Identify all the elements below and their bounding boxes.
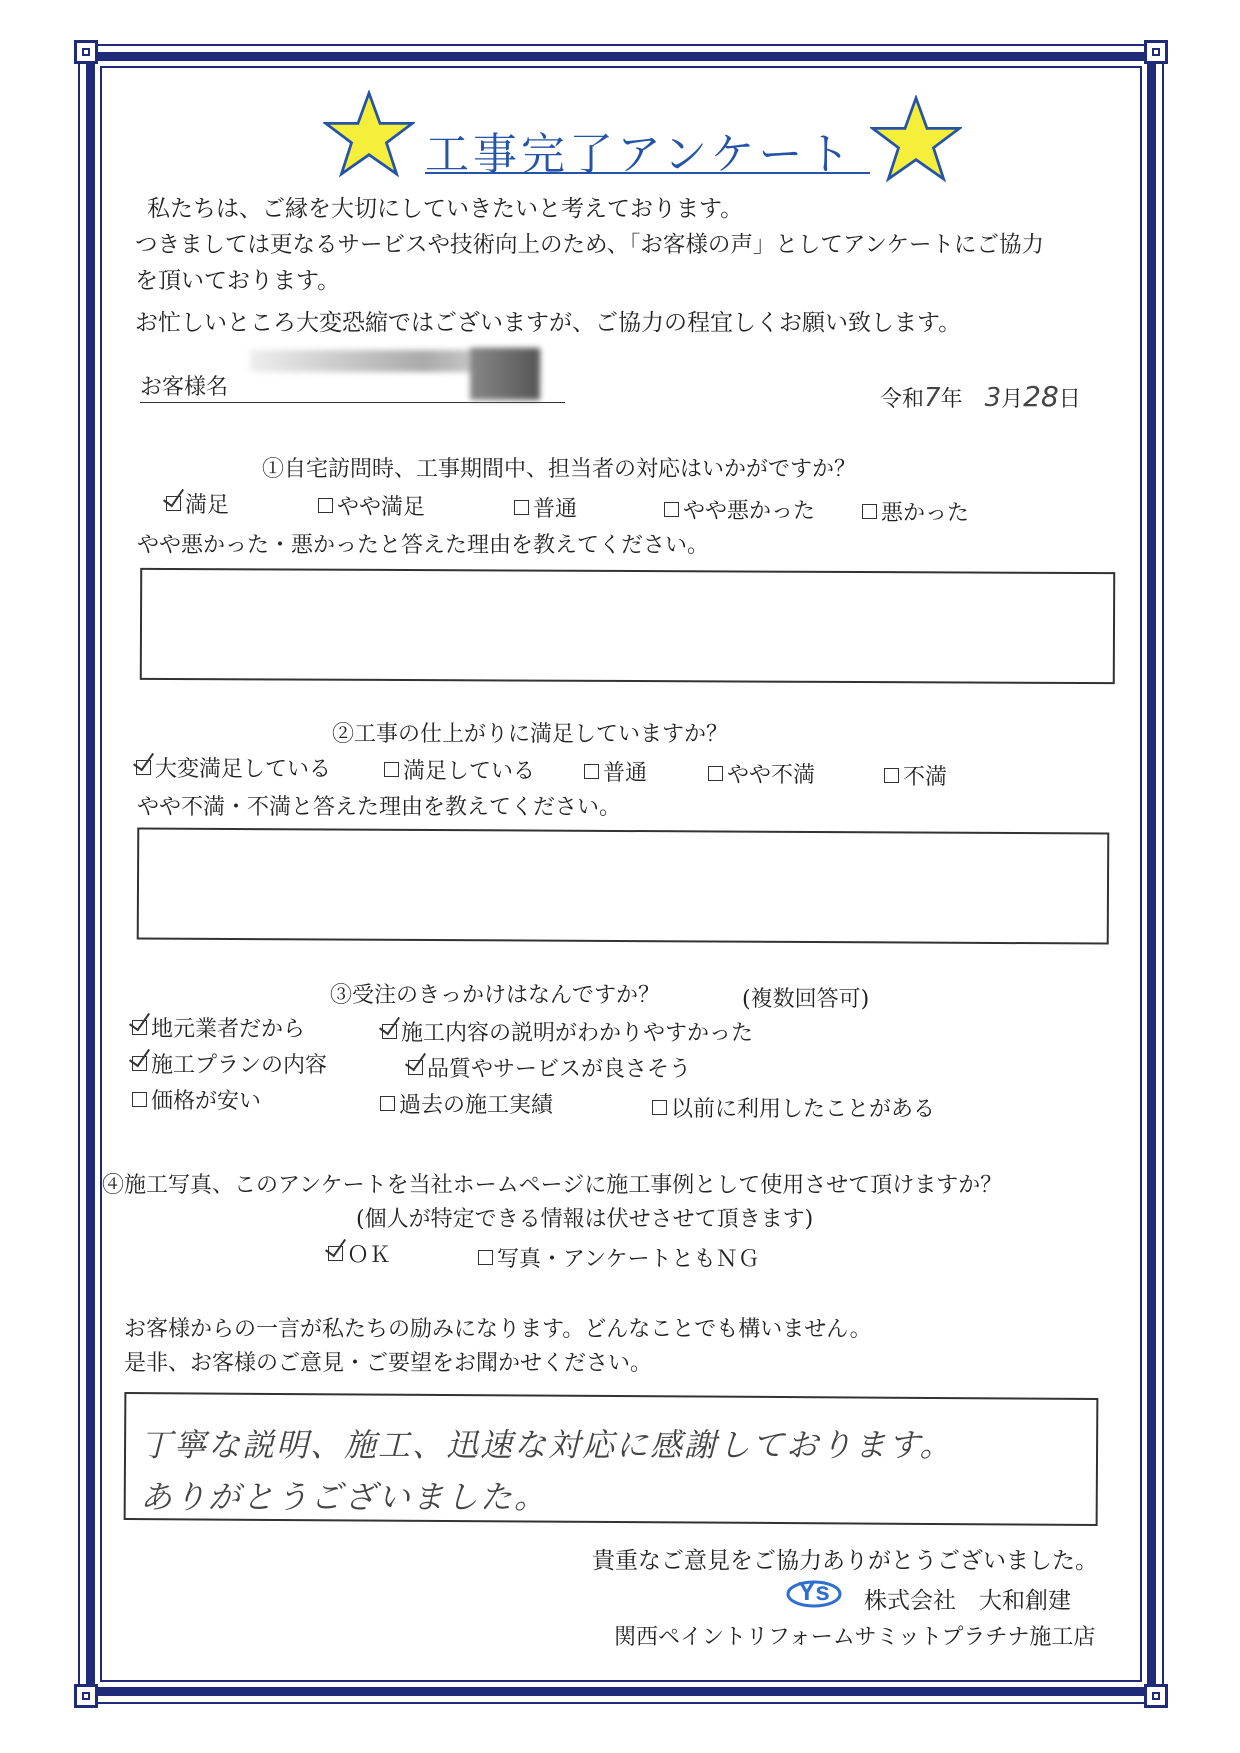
q2-checkbox-4[interactable] xyxy=(708,766,723,781)
q3-checkbox-1[interactable] xyxy=(132,1020,147,1035)
q1-reason-box[interactable] xyxy=(140,568,1115,684)
star-icon-left xyxy=(323,90,415,178)
q1-option-3[interactable]: 普通 xyxy=(514,492,577,523)
q3-option-7[interactable]: 以前に利用したことがある xyxy=(652,1092,935,1123)
q3-option-2[interactable]: 施工内容の説明がわかりやすかった xyxy=(382,1016,753,1047)
q3-checkbox-6[interactable] xyxy=(380,1096,395,1111)
q4-option-2[interactable]: 写真・アンケートともＮＧ xyxy=(478,1242,760,1273)
q1-checkbox-5[interactable] xyxy=(862,504,877,519)
company-logo xyxy=(786,1570,842,1610)
q4-checkbox-1[interactable] xyxy=(328,1246,343,1261)
date-year: 7 xyxy=(924,383,941,413)
date-era: 令和 xyxy=(880,387,925,412)
q2-option-5[interactable]: 不満 xyxy=(884,760,947,791)
footer-thanks: 貴重なご意見をご協力ありがとうございました。 xyxy=(592,1548,1098,1574)
customer-name-label: お客様名 xyxy=(140,375,229,400)
q2-option-1[interactable]: 大変満足している xyxy=(136,752,331,783)
q3-checkbox-7[interactable] xyxy=(652,1100,667,1115)
date-year-unit: 年 xyxy=(940,387,963,412)
q3-question: ③受注のきっかけはなんですか？ xyxy=(330,983,661,1008)
date-month: 3 xyxy=(984,383,1002,413)
q1-option-5[interactable]: 悪かった xyxy=(862,496,969,527)
q1-option-1[interactable]: 満足 xyxy=(166,488,229,519)
q1-option-2[interactable]: やや満足 xyxy=(318,490,425,521)
intro-line-4: お忙しいところ大変恐縮ではございますが、ご協力の程宜しくお願い致します。 xyxy=(135,310,962,336)
q2-followup: やや不満・不満と答えた理由を教えてください。 xyxy=(137,795,622,820)
q1-checkbox-1[interactable] xyxy=(166,496,181,511)
q3-option-5[interactable]: 価格が安い xyxy=(132,1084,261,1115)
q1-checkbox-4[interactable] xyxy=(664,502,679,517)
frame-corner-top-left xyxy=(74,40,98,64)
q4-question: ④施工写真、このアンケートを当社ホームページに施工事例として使用させて頂けますか？ xyxy=(102,1173,1003,1198)
comment-handwritten-line-2: ありがとうございました。 xyxy=(140,1478,549,1516)
q2-question: ②工事の仕上がりに満足していますか？ xyxy=(332,722,729,747)
q1-followup: やや悪かった・悪かったと答えた理由を教えてください。 xyxy=(137,533,710,558)
date-field xyxy=(880,380,1081,413)
q3-checkbox-3[interactable] xyxy=(132,1056,147,1071)
q2-reason-box[interactable] xyxy=(137,827,1110,944)
page-title: 工事完了アンケート xyxy=(425,129,855,180)
q2-option-2[interactable]: 満足している xyxy=(384,754,535,785)
store-name: 関西ペイントリフォームサミットプラチナ施工店 xyxy=(614,1625,1096,1650)
frame-corner-top-right xyxy=(1144,40,1168,64)
q2-checkbox-3[interactable] xyxy=(584,764,599,779)
q2-option-3[interactable]: 普通 xyxy=(584,756,647,787)
frame-corner-bottom-left xyxy=(74,1684,98,1708)
date-day: 28 xyxy=(1023,380,1059,413)
q3-option-6[interactable]: 過去の施工実績 xyxy=(380,1088,553,1119)
q1-checkbox-2[interactable] xyxy=(318,498,333,513)
intro-line-2: つきましては更なるサービスや技術向上のため、「お客様の声」としてアンケートにご協力 xyxy=(135,232,1045,258)
q4-option-1[interactable]: ＯＫ xyxy=(328,1238,391,1269)
company-name: 株式会社 大和創建 xyxy=(864,1588,1071,1614)
q3-checkbox-2[interactable] xyxy=(382,1024,397,1039)
comment-prompt-1: お客様からの一言が私たちの励みになります。どんなことでも構いません。 xyxy=(124,1317,872,1342)
comment-handwritten-line-1: 丁寧な説明、施工、迅速な対応に感謝しております。 xyxy=(140,1426,954,1464)
customer-name-line xyxy=(140,402,565,403)
q2-checkbox-5[interactable] xyxy=(884,768,899,783)
title-underline xyxy=(425,172,870,174)
q3-checkbox-4[interactable] xyxy=(408,1060,423,1075)
date-day-unit: 日 xyxy=(1058,387,1081,412)
q4-note: (個人が特定できる情報は伏せさせて頂きます) xyxy=(356,1207,814,1232)
company-logo-text: Ys xyxy=(798,1576,830,1606)
q1-question: ①自宅訪問時、工事期間中、担当者の対応はいかがですか？ xyxy=(262,457,857,482)
date-month-unit: 月 xyxy=(1001,387,1024,412)
q3-option-3[interactable]: 施工プランの内容 xyxy=(132,1048,327,1079)
q2-checkbox-1[interactable] xyxy=(136,760,151,775)
intro-line-3: を頂いております。 xyxy=(135,268,341,294)
q2-checkbox-2[interactable] xyxy=(384,762,399,777)
q3-option-4[interactable]: 品質やサービスが良さそう xyxy=(408,1052,691,1083)
q3-option-1[interactable]: 地元業者だから xyxy=(132,1012,305,1043)
frame-corner-bottom-right xyxy=(1144,1684,1168,1708)
star-icon-right xyxy=(870,95,962,183)
comment-prompt-2: 是非、お客様のご意見・ご要望をお聞かせください。 xyxy=(124,1351,653,1376)
q1-checkbox-3[interactable] xyxy=(514,500,529,515)
q3-note: (複数回答可) xyxy=(742,987,870,1012)
q4-checkbox-2[interactable] xyxy=(478,1250,493,1265)
q2-option-4[interactable]: やや不満 xyxy=(708,758,815,789)
redacted-name-block-dark xyxy=(470,348,540,400)
q1-option-4[interactable]: やや悪かった xyxy=(664,494,815,525)
q3-checkbox-5[interactable] xyxy=(132,1092,147,1107)
intro-line-1: 私たちは、ご縁を大切にしていきたいと考えております。 xyxy=(147,196,744,222)
